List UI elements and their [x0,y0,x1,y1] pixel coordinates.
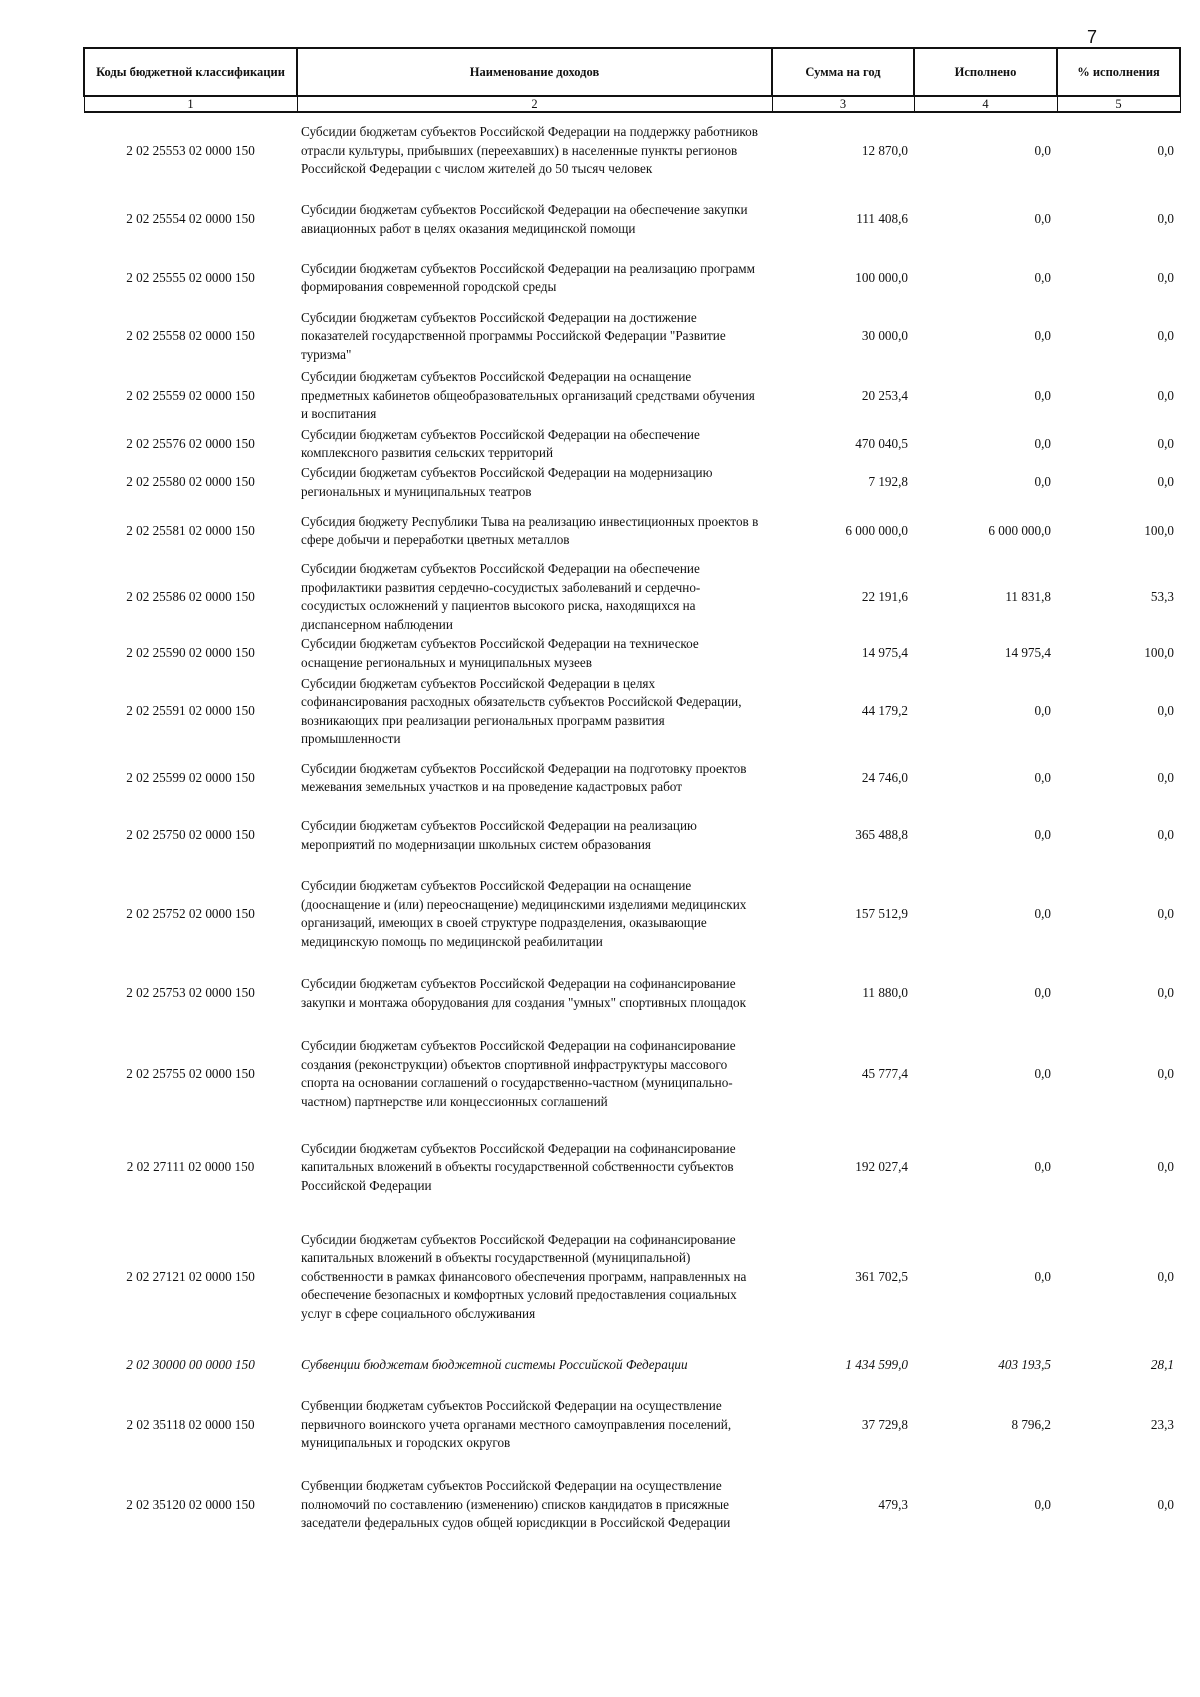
revenue-name: Субсидии бюджетам субъектов Российской Федерации на обеспечение профилактики развития сердечно-сосудистых заболеваний и сердечно-сосудистых осложнений у пациентов высокого риска, находящихся на диспансерном наблюдении [301,561,701,632]
table-row [84,673,1180,750]
executed-sum: 6 000 000,0 [988,522,1051,538]
table-row [84,1343,1180,1388]
executed-sum: 0,0 [1034,435,1051,451]
revenue-name: Субсидии бюджетам субъектов Российской Федерации на софинансирование капитальных вложений в объекты государственной собственности субъектов Российской Федерации [301,1140,736,1193]
budget-code: 2 02 25558 02 0000 150 [126,328,255,344]
execution-percent: 0,0 [1157,211,1174,227]
executed-sum: 0,0 [1034,703,1051,719]
budget-code: 2 02 25553 02 0000 150 [126,142,255,158]
budget-code: 2 02 25590 02 0000 150 [126,645,255,661]
budget-code: 2 02 25581 02 0000 150 [126,522,255,538]
budget-code: 2 02 27111 02 0000 150 [126,1159,255,1175]
executed-sum: 14 975,4 [1004,645,1051,661]
table-row [84,502,1180,560]
budget-code: 2 02 25599 02 0000 150 [126,769,255,785]
executed-sum: 0,0 [1034,328,1051,344]
budget-code: 2 02 25555 02 0000 150 [126,269,255,285]
header-pct: % исполнения [1057,48,1180,96]
annual-sum: 111 408,6 [856,211,908,227]
execution-percent: 28,1 [1150,1357,1174,1373]
executed-sum: 0,0 [1034,769,1051,785]
annual-sum: 100 000,0 [855,269,908,285]
execution-percent: 0,0 [1157,985,1174,1001]
annual-sum: 30 000,0 [861,328,908,344]
revenue-name: Субсидии бюджетам субъектов Российской Федерации на техническое оснащение региональных и муниципальных музеев [301,636,699,670]
revenue-table [83,47,1181,1548]
revenue-name: Субсидии бюджетам субъектов Российской Федерации на реализацию мероприятий по модернизации школьных систем образования [301,818,697,852]
table-row [84,1024,1180,1124]
execution-percent: 0,0 [1157,1496,1174,1512]
budget-code: 2 02 25755 02 0000 150 [126,1065,255,1081]
executed-sum: 0,0 [1034,905,1051,921]
budget-code: 2 02 25591 02 0000 150 [126,703,255,719]
execution-percent: 0,0 [1157,328,1174,344]
budget-code: 2 02 25559 02 0000 150 [126,387,255,403]
table-row [84,425,1180,463]
budget-code: 2 02 35118 02 0000 150 [126,1416,255,1432]
table-row [84,865,1180,963]
annual-sum: 479,3 [878,1496,908,1512]
budget-code: 2 02 35120 02 0000 150 [126,1496,255,1512]
annual-sum: 22 191,6 [861,588,908,604]
annual-sum: 44 179,2 [861,703,908,719]
execution-percent: 0,0 [1157,1065,1174,1081]
execution-percent: 0,0 [1157,435,1174,451]
table-body [84,112,1180,1548]
revenue-name: Субсидии бюджетам субъектов Российской Федерации на оснащение (дооснащение и (или) переоснащение) медицинскими изделиями медицинских организаций, имеющих в своей структуре подразделения, оказывающие медицинскую помощь по медицинской реабилитации [301,878,747,949]
executed-sum: 0,0 [1034,985,1051,1001]
table-row [84,963,1180,1024]
annual-sum: 365 488,8 [855,827,908,843]
execution-percent: 0,0 [1157,1159,1174,1175]
annual-sum: 6 000 000,0 [845,522,908,538]
execution-percent: 23,3 [1150,1416,1174,1432]
budget-code: 2 02 25753 02 0000 150 [126,985,255,1001]
execution-percent: 53,3 [1150,588,1174,604]
execution-percent: 100,0 [1144,645,1174,661]
revenue-name: Субсидия бюджету Республики Тыва на реализацию инвестиционных проектов в сфере добычи и переработки цветных металлов [301,513,759,547]
table-row [84,306,1180,367]
executed-sum: 0,0 [1034,474,1051,490]
annual-sum: 157 512,9 [855,905,908,921]
executed-sum: 11 831,8 [1005,588,1051,604]
annual-sum: 24 746,0 [861,769,908,785]
executed-sum: 403 193,5 [998,1357,1051,1373]
revenue-name: Субсидии бюджетам субъектов Российской Федерации на софинансирование капитальных вложений в объекты государственной (муниципальной) собственности в рамках финансового обеспечения программ, направленных на обеспечение безопасных и комфортных условий предоставления социальных услуг в сфере социального обслуживания [301,1231,747,1321]
executed-sum: 0,0 [1034,1496,1051,1512]
annual-sum: 45 777,4 [861,1065,908,1081]
executed-sum: 0,0 [1034,211,1051,227]
executed-sum: 0,0 [1034,1159,1051,1175]
table-row [84,367,1180,425]
annual-sum: 7 192,8 [868,474,908,490]
table-row [84,750,1180,806]
table-row [84,250,1180,306]
revenue-name: Субвенции бюджетам бюджетной системы Российской Федерации [301,1357,688,1373]
annual-sum: 361 702,5 [855,1268,908,1284]
executed-sum: 0,0 [1034,387,1051,403]
annual-sum: 20 253,4 [861,387,908,403]
table-row [84,806,1180,865]
revenue-name: Субсидии бюджетам субъектов Российской Федерации на реализацию программ формирования современной городской среды [301,260,755,294]
revenue-name: Субсидии бюджетам субъектов Российской Федерации на оснащение предметных кабинетов общеобразовательных организаций средствами обучения и воспитания [301,369,755,422]
column-number: 5 [1057,96,1180,112]
revenue-name: Субвенции бюджетам субъектов Российской Федерации на осуществление первичного воинского учета органами местного самоуправления поселений, муниципальных и городских округов [301,1398,732,1451]
table-row [84,634,1180,673]
budget-code: 2 02 27121 02 0000 150 [126,1268,255,1284]
column-number: 1 [84,96,297,112]
revenue-name: Субвенции бюджетам субъектов Российской Федерации на осуществление полномочий по составлению (изменению) списков кандидатов в присяжные заседатели федеральных судов общей юрисдикции в Российской Федерации [301,1478,731,1531]
table-row [84,1388,1180,1462]
column-number: 3 [772,96,914,112]
column-number-row [84,96,1180,112]
budget-code: 2 02 25752 02 0000 150 [126,905,255,921]
execution-percent: 0,0 [1157,1268,1174,1284]
budget-code: 2 02 25576 02 0000 150 [126,435,255,451]
annual-sum: 14 975,4 [861,645,908,661]
execution-percent: 0,0 [1157,703,1174,719]
table-row [84,1211,1180,1343]
table-row [84,112,1180,189]
budget-code: 2 02 25750 02 0000 150 [126,827,255,843]
table-row [84,1124,1180,1211]
page-number: 7 [1087,27,1098,47]
column-number: 2 [297,96,772,112]
revenue-name: Субсидии бюджетам субъектов Российской Федерации на обеспечение закупки авиационных работ в целях оказания медицинской помощи [301,202,748,236]
execution-percent: 0,0 [1157,142,1174,158]
budget-code: 2 02 25586 02 0000 150 [126,588,255,604]
executed-sum: 0,0 [1034,142,1051,158]
executed-sum: 0,0 [1034,1268,1051,1284]
table-row [84,463,1180,502]
execution-percent: 0,0 [1157,769,1174,785]
header-code: Коды бюджетной классификации [84,48,297,96]
executed-sum: 8 796,2 [1011,1416,1051,1432]
budget-code: 2 02 30000 00 0000 150 [126,1357,255,1373]
executed-sum: 0,0 [1034,1065,1051,1081]
execution-percent: 100,0 [1144,522,1174,538]
execution-percent: 0,0 [1157,474,1174,490]
revenue-name: Субсидии бюджетам субъектов Российской Федерации на поддержку работников отрасли культуры, прибывших (переехавших) в населенные пункты регионов Российской Федерации с числом жителей до 50 тысяч человек [301,124,758,177]
annual-sum: 37 729,8 [861,1416,908,1432]
table-row [84,560,1180,634]
budget-code: 2 02 25554 02 0000 150 [126,211,255,227]
revenue-name: Субсидии бюджетам субъектов Российской Федерации на подготовку проектов межевания земельных участков и на проведение кадастровых работ [301,760,747,794]
column-number: 4 [914,96,1057,112]
header-done: Исполнено [914,48,1057,96]
revenue-name: Субсидии бюджетам субъектов Российской Федерации на достижение показателей государственной программы Российской Федерации "Развитие туризма" [301,309,726,362]
header-name: Наименование доходов [297,48,772,96]
revenue-name: Субсидии бюджетам субъектов Российской Федерации на софинансирование закупки и монтажа оборудования для создания "умных" спортивных площадок [301,976,747,1010]
execution-percent: 0,0 [1157,827,1174,843]
budget-code: 2 02 25580 02 0000 150 [126,474,255,490]
table-row [84,1462,1180,1548]
execution-percent: 0,0 [1157,387,1174,403]
table-row [84,189,1180,250]
annual-sum: 12 870,0 [861,142,908,158]
revenue-name: Субсидии бюджетам субъектов Российской Федерации на обеспечение комплексного развития сельских территорий [301,426,700,460]
execution-percent: 0,0 [1157,905,1174,921]
header-sum: Сумма на год [772,48,914,96]
revenue-name: Субсидии бюджетам субъектов Российской Федерации на модернизацию региональных и муниципальных театров [301,465,713,499]
annual-sum: 1 434 599,0 [845,1357,908,1373]
revenue-name: Субсидии бюджетам субъектов Российской Федерации на софинансирование создания (реконструкции) объектов спортивной инфраструктуры массового спорта на основании соглашений о государственно-частном (муниципально-частном) партнерстве или концессионных соглашений [301,1038,736,1109]
execution-percent: 0,0 [1157,269,1174,285]
header-row [84,48,1180,96]
annual-sum: 11 880,0 [862,985,908,1001]
executed-sum: 0,0 [1034,269,1051,285]
annual-sum: 192 027,4 [855,1159,908,1175]
revenue-name: Субсидии бюджетам субъектов Российской Федерации в целях софинансирования расходных обязательств субъектов Российской Федерации, возникающих при реализации региональных программ развития промышленности [301,675,742,746]
executed-sum: 0,0 [1034,827,1051,843]
annual-sum: 470 040,5 [855,435,908,451]
